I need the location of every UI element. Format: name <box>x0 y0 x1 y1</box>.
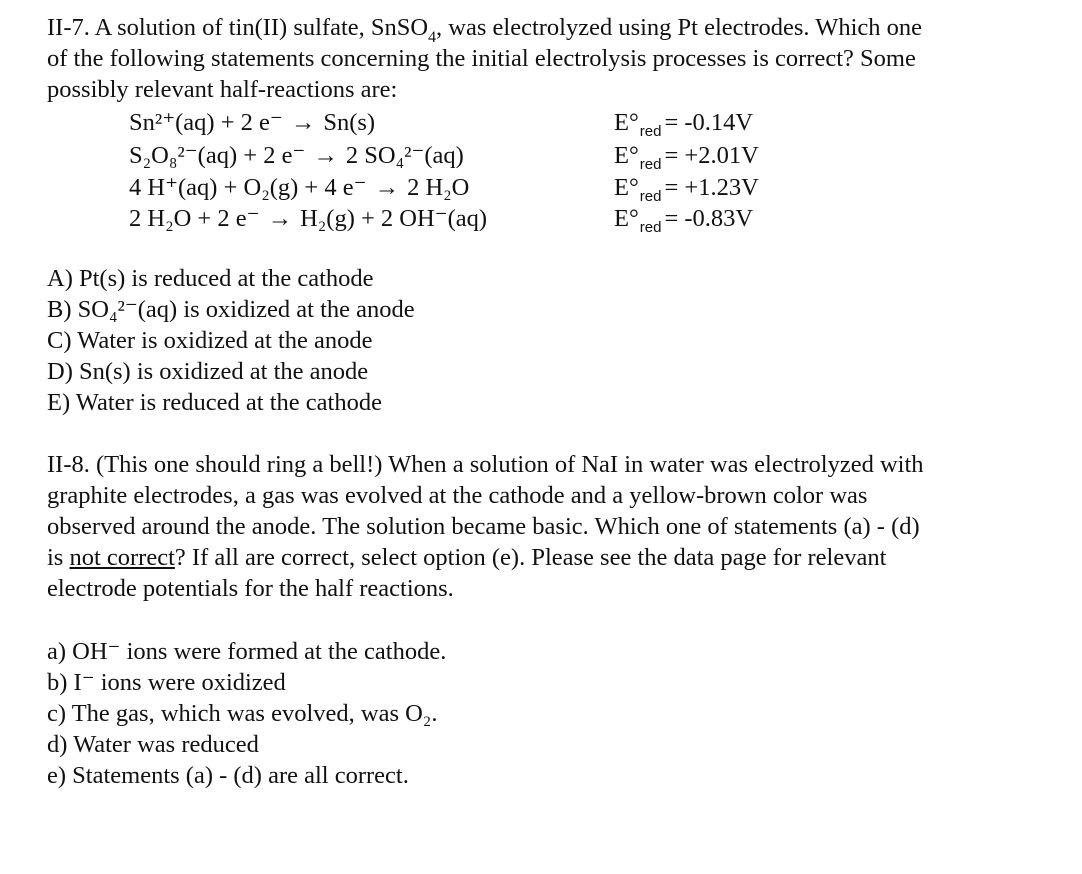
potential-row <box>614 140 759 171</box>
q7-option-b[interactable]: B) SO₄²⁻(aq) is oxidized at the anode <box>47 296 415 323</box>
potential-symbol: E° <box>614 205 639 232</box>
potential-value: = +1.23V <box>664 174 759 201</box>
reaction-rhs: H₂(g) + 2 OH⁻(aq) <box>300 205 488 232</box>
q7-line-1 <box>47 12 923 46</box>
potential-row <box>614 107 753 138</box>
potential-value: = +2.01V <box>664 142 759 169</box>
q8-line-2: graphite electrodes, a gas was evolved at the cathode and a yellow-brown color was <box>47 482 868 509</box>
q8-line-4-post: ? If all are correct, select option (e). Please see the data page for relevant <box>174 544 887 571</box>
q8-option-b[interactable]: b) I⁻ ions were oxidized <box>47 669 286 696</box>
reaction-arrow: → <box>267 205 293 232</box>
potential-symbol: E° <box>614 142 639 169</box>
q7-option-a[interactable]: A) Pt(s) is reduced at the cathode <box>47 265 374 292</box>
q8-option-e[interactable]: e) Statements (a) - (d) are all correct. <box>47 762 409 789</box>
q7-line-2: of the following statements concerning the initial electrolysis processes is correct? Some <box>47 45 916 72</box>
q8-line-3: observed around the anode. The solution became basic. Which one of statements (a) - (d) <box>47 513 920 540</box>
reaction-lhs: S₂O₈²⁻(aq) + 2 e⁻ <box>129 142 306 169</box>
reaction-row <box>129 172 469 203</box>
potential-subscript: red <box>639 123 662 140</box>
q7-line-1-end: , was electrolyzed using Pt electrodes. Which one <box>436 14 923 41</box>
potential-row <box>614 172 759 203</box>
potential-row <box>614 203 753 234</box>
potential-symbol: E° <box>614 174 639 201</box>
reaction-row <box>129 107 375 138</box>
q8-line-5: electrode potentials for the half reactions. <box>47 575 454 602</box>
potential-subscript: red <box>639 188 662 205</box>
reaction-row <box>129 140 464 171</box>
reaction-lhs: 4 H⁺(aq) + O₂(g) + 4 e⁻ <box>129 174 367 201</box>
reaction-arrow: → <box>374 174 400 201</box>
q7-line-1-sub: 4 <box>428 28 437 46</box>
potential-value: = -0.14V <box>664 109 754 136</box>
potential-subscript: red <box>639 156 662 173</box>
potential-subscript: red <box>639 219 662 236</box>
reaction-rhs: 2 SO₄²⁻(aq) <box>345 142 464 169</box>
potential-value: = -0.83V <box>664 205 754 232</box>
q7-option-e[interactable]: E) Water is reduced at the cathode <box>47 389 382 416</box>
reaction-rhs: 2 H₂O <box>407 174 470 201</box>
q7-option-d[interactable]: D) Sn(s) is oxidized at the anode <box>47 358 369 385</box>
reaction-lhs: Sn²⁺(aq) + 2 e⁻ <box>129 109 283 136</box>
q8-not-correct-emphasis: not correct <box>69 544 175 571</box>
q8-option-a[interactable]: a) OH⁻ ions were formed at the cathode. <box>47 638 447 665</box>
reaction-rhs: Sn(s) <box>323 109 376 136</box>
reaction-arrow: → <box>313 142 338 169</box>
reaction-lhs: 2 H₂O + 2 e⁻ <box>129 205 260 232</box>
q8-option-c[interactable]: c) The gas, which was evolved, was O₂. <box>47 700 438 727</box>
potential-symbol: E° <box>614 109 639 136</box>
q7-line-1-text: II-7. A solution of tin(II) sulfate, SnSO <box>47 14 429 41</box>
q8-line-4-pre: is <box>47 544 70 571</box>
q8-option-d[interactable]: d) Water was reduced <box>47 731 259 758</box>
q7-line-3: possibly relevant half-reactions are: <box>47 76 398 103</box>
reaction-arrow: → <box>290 109 316 136</box>
q8-line-4 <box>47 542 886 573</box>
q7-option-c[interactable]: C) Water is oxidized at the anode <box>47 327 373 354</box>
reaction-row <box>129 203 487 234</box>
q8-line-1: II-8. (This one should ring a bell!) When a solution of NaI in water was electrolyzed with <box>47 451 924 478</box>
